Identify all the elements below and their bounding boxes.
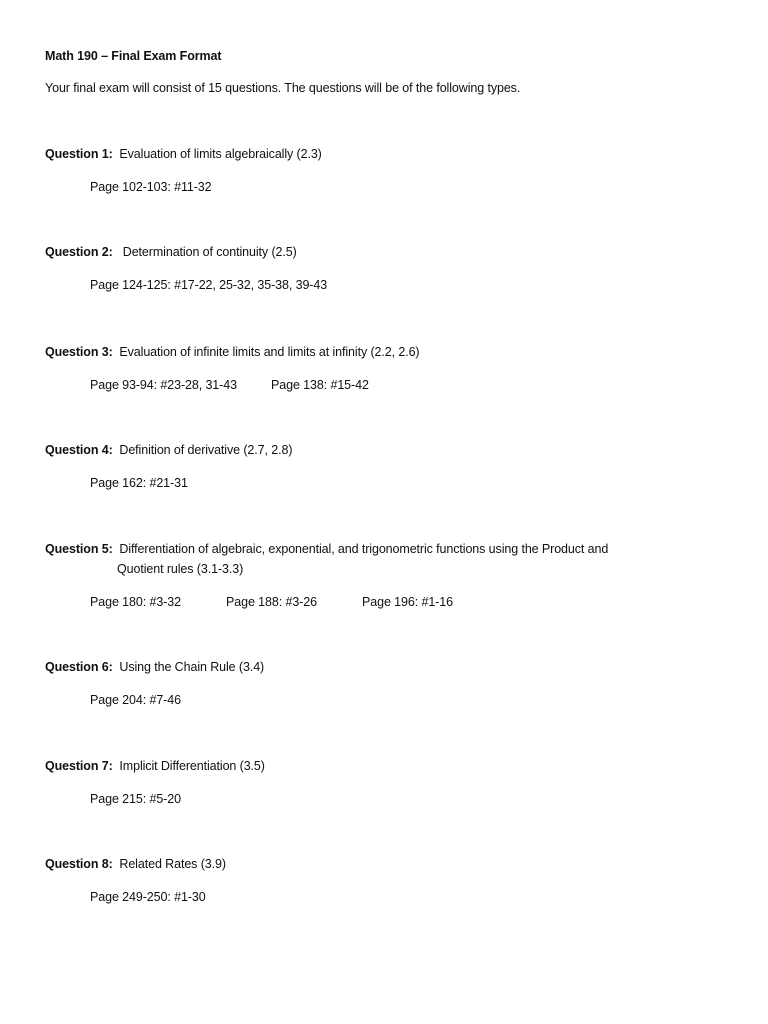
question-5 <box>45 541 608 557</box>
question-5-ref-3: Page 196: #1-16 <box>362 595 453 609</box>
question-4-topic: Definition of derivative (2.7, 2.8) <box>119 443 293 457</box>
question-1-topic: Evaluation of limits algebraically (2.3) <box>119 147 322 161</box>
question-7 <box>45 758 265 774</box>
document-title: Math 190 – Final Exam Format <box>45 49 222 63</box>
question-6 <box>45 659 264 675</box>
question-6-label: Question 6: <box>45 660 113 674</box>
question-2-topic: Determination of continuity (2.5) <box>122 245 297 259</box>
question-7-label: Question 7: <box>45 759 113 773</box>
question-5-ref-1: Page 180: #3-32 <box>90 595 181 609</box>
question-3-ref-1: Page 93-94: #23-28, 31-43 <box>90 378 237 392</box>
question-6-refs <box>90 692 181 708</box>
question-3-label: Question 3: <box>45 345 113 359</box>
question-5-label: Question 5: <box>45 542 113 556</box>
question-8-refs <box>90 889 206 905</box>
question-3-refs <box>90 377 369 393</box>
question-5-refs <box>90 594 453 610</box>
question-5-topic: Differentiation of algebraic, exponential, and trigonometric functions using the Product and <box>119 542 609 556</box>
intro-text: Your final exam will consist of 15 questions. The questions will be of the following types. <box>45 81 521 95</box>
question-4 <box>45 442 292 458</box>
question-5-topic-continued: Quotient rules (3.1-3.3) <box>117 562 244 576</box>
question-2-label: Question 2: <box>45 245 113 259</box>
question-1-ref-1: Page 102-103: #11-32 <box>90 180 212 194</box>
question-2 <box>45 244 297 260</box>
question-1-label: Question 1: <box>45 147 113 161</box>
question-1 <box>45 146 322 162</box>
question-3-ref-2: Page 138: #15-42 <box>271 378 369 392</box>
question-8-ref-1: Page 249-250: #1-30 <box>90 890 206 904</box>
question-1-refs <box>90 179 211 195</box>
question-8-topic: Related Rates (3.9) <box>119 857 226 871</box>
question-2-refs <box>90 277 327 293</box>
question-3-topic: Evaluation of infinite limits and limits at infinity (2.2, 2.6) <box>119 345 420 359</box>
question-5-ref-2: Page 188: #3-26 <box>226 595 317 609</box>
question-6-topic: Using the Chain Rule (3.4) <box>119 660 265 674</box>
question-7-refs <box>90 791 181 807</box>
question-6-ref-1: Page 204: #7-46 <box>90 693 181 707</box>
question-7-ref-1: Page 215: #5-20 <box>90 792 181 806</box>
question-3 <box>45 344 420 360</box>
question-7-topic: Implicit Differentiation (3.5) <box>119 759 265 773</box>
question-4-ref-1: Page 162: #21-31 <box>90 476 188 490</box>
question-8 <box>45 856 226 872</box>
question-2-ref-1: Page 124-125: #17-22, 25-32, 35-38, 39-43 <box>90 278 328 292</box>
question-8-label: Question 8: <box>45 857 113 871</box>
question-4-label: Question 4: <box>45 443 113 457</box>
question-4-refs <box>90 475 188 491</box>
